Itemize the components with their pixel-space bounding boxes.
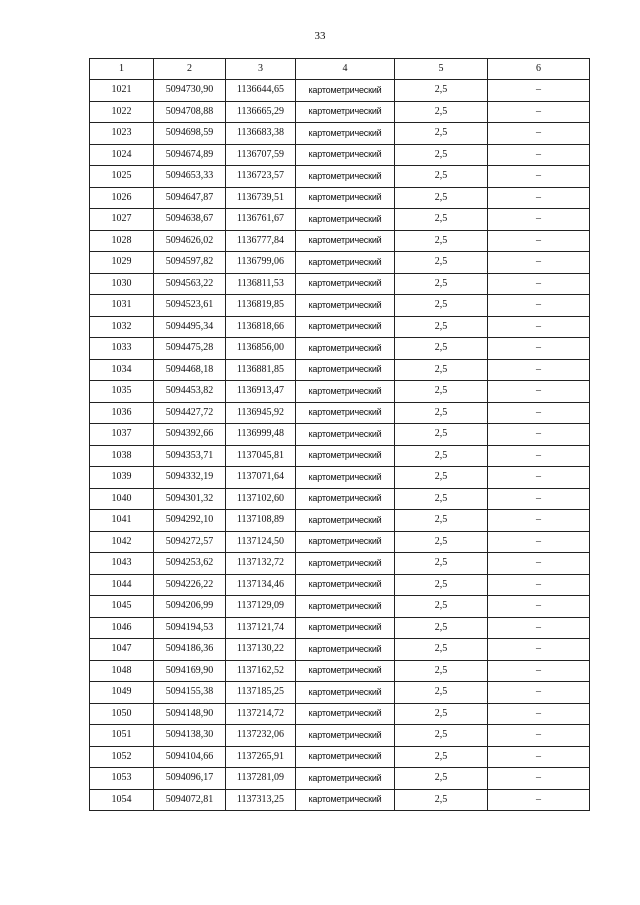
method-cell: картометрический xyxy=(296,488,395,510)
description-cell: – xyxy=(488,166,590,188)
point-number-cell: 1044 xyxy=(90,574,154,596)
point-number-cell: 1052 xyxy=(90,746,154,768)
x-coordinate-cell: 5094647,87 xyxy=(154,187,226,209)
y-coordinate-cell: 1137129,09 xyxy=(226,596,296,618)
x-coordinate-cell: 5094186,36 xyxy=(154,639,226,661)
accuracy-cell: 2,5 xyxy=(395,338,488,360)
table-row xyxy=(90,574,590,596)
accuracy-cell: 2,5 xyxy=(395,445,488,467)
method-cell: картометрический xyxy=(296,789,395,811)
accuracy-cell: 2,5 xyxy=(395,553,488,575)
header-row xyxy=(90,59,590,80)
accuracy-cell: 2,5 xyxy=(395,101,488,123)
x-coordinate-cell: 5094138,30 xyxy=(154,725,226,747)
description-cell: – xyxy=(488,252,590,274)
table-row xyxy=(90,230,590,252)
y-coordinate-cell: 1136945,92 xyxy=(226,402,296,424)
method-cell: картометрический xyxy=(296,101,395,123)
description-cell: – xyxy=(488,316,590,338)
column-header-5: 5 xyxy=(395,59,488,80)
table-row xyxy=(90,424,590,446)
table-row xyxy=(90,596,590,618)
point-number-cell: 1022 xyxy=(90,101,154,123)
y-coordinate-cell: 1137132,72 xyxy=(226,553,296,575)
table-row xyxy=(90,746,590,768)
x-coordinate-cell: 5094563,22 xyxy=(154,273,226,295)
x-coordinate-cell: 5094626,02 xyxy=(154,230,226,252)
method-cell: картометрический xyxy=(296,338,395,360)
y-coordinate-cell: 1137313,25 xyxy=(226,789,296,811)
description-cell: – xyxy=(488,639,590,661)
x-coordinate-cell: 5094301,32 xyxy=(154,488,226,510)
point-number-cell: 1054 xyxy=(90,789,154,811)
method-cell: картометрический xyxy=(296,209,395,231)
y-coordinate-cell: 1137102,60 xyxy=(226,488,296,510)
description-cell: – xyxy=(488,445,590,467)
table-row xyxy=(90,273,590,295)
x-coordinate-cell: 5094332,19 xyxy=(154,467,226,489)
accuracy-cell: 2,5 xyxy=(395,531,488,553)
y-coordinate-cell: 1137214,72 xyxy=(226,703,296,725)
description-cell: – xyxy=(488,273,590,295)
description-cell: – xyxy=(488,209,590,231)
table-row xyxy=(90,531,590,553)
accuracy-cell: 2,5 xyxy=(395,574,488,596)
y-coordinate-cell: 1137130,22 xyxy=(226,639,296,661)
table-row xyxy=(90,252,590,274)
method-cell: картометрический xyxy=(296,510,395,532)
table-row xyxy=(90,101,590,123)
table-row xyxy=(90,338,590,360)
accuracy-cell: 2,5 xyxy=(395,703,488,725)
method-cell: картометрический xyxy=(296,682,395,704)
y-coordinate-cell: 1136799,06 xyxy=(226,252,296,274)
x-coordinate-cell: 5094638,67 xyxy=(154,209,226,231)
point-number-cell: 1027 xyxy=(90,209,154,231)
method-cell: картометрический xyxy=(296,703,395,725)
description-cell: – xyxy=(488,467,590,489)
method-cell: картометрический xyxy=(296,639,395,661)
point-number-cell: 1045 xyxy=(90,596,154,618)
accuracy-cell: 2,5 xyxy=(395,123,488,145)
y-coordinate-cell: 1136819,85 xyxy=(226,295,296,317)
point-number-cell: 1028 xyxy=(90,230,154,252)
table-row xyxy=(90,144,590,166)
method-cell: картометрический xyxy=(296,531,395,553)
table-row xyxy=(90,682,590,704)
table-row xyxy=(90,617,590,639)
x-coordinate-cell: 5094206,99 xyxy=(154,596,226,618)
description-cell: – xyxy=(488,703,590,725)
accuracy-cell: 2,5 xyxy=(395,424,488,446)
x-coordinate-cell: 5094674,89 xyxy=(154,144,226,166)
y-coordinate-cell: 1136761,67 xyxy=(226,209,296,231)
column-header-2: 2 xyxy=(154,59,226,80)
method-cell: картометрический xyxy=(296,230,395,252)
description-cell: – xyxy=(488,187,590,209)
x-coordinate-cell: 5094272,57 xyxy=(154,531,226,553)
column-header-3: 3 xyxy=(226,59,296,80)
table-body xyxy=(90,80,590,811)
method-cell: картометрический xyxy=(296,187,395,209)
table-header xyxy=(90,59,590,80)
y-coordinate-cell: 1137134,46 xyxy=(226,574,296,596)
description-cell: – xyxy=(488,510,590,532)
accuracy-cell: 2,5 xyxy=(395,230,488,252)
y-coordinate-cell: 1136913,47 xyxy=(226,381,296,403)
table-row xyxy=(90,789,590,811)
column-header-1: 1 xyxy=(90,59,154,80)
accuracy-cell: 2,5 xyxy=(395,617,488,639)
point-number-cell: 1038 xyxy=(90,445,154,467)
accuracy-cell: 2,5 xyxy=(395,381,488,403)
description-cell: – xyxy=(488,746,590,768)
accuracy-cell: 2,5 xyxy=(395,488,488,510)
description-cell: – xyxy=(488,101,590,123)
y-coordinate-cell: 1136999,48 xyxy=(226,424,296,446)
x-coordinate-cell: 5094155,38 xyxy=(154,682,226,704)
accuracy-cell: 2,5 xyxy=(395,510,488,532)
table-row xyxy=(90,553,590,575)
accuracy-cell: 2,5 xyxy=(395,295,488,317)
accuracy-cell: 2,5 xyxy=(395,682,488,704)
point-number-cell: 1039 xyxy=(90,467,154,489)
page-number: 33 xyxy=(314,30,326,42)
point-number-cell: 1048 xyxy=(90,660,154,682)
y-coordinate-cell: 1136881,85 xyxy=(226,359,296,381)
description-cell: – xyxy=(488,123,590,145)
method-cell: картометрический xyxy=(296,553,395,575)
method-cell: картометрический xyxy=(296,273,395,295)
table-row xyxy=(90,80,590,102)
accuracy-cell: 2,5 xyxy=(395,467,488,489)
y-coordinate-cell: 1137232,06 xyxy=(226,725,296,747)
description-cell: – xyxy=(488,144,590,166)
accuracy-cell: 2,5 xyxy=(395,316,488,338)
method-cell: картометрический xyxy=(296,402,395,424)
method-cell: картометрический xyxy=(296,80,395,102)
x-coordinate-cell: 5094392,66 xyxy=(154,424,226,446)
accuracy-cell: 2,5 xyxy=(395,209,488,231)
y-coordinate-cell: 1137121,74 xyxy=(226,617,296,639)
y-coordinate-cell: 1136777,84 xyxy=(226,230,296,252)
method-cell: картометрический xyxy=(296,166,395,188)
table-row xyxy=(90,316,590,338)
accuracy-cell: 2,5 xyxy=(395,187,488,209)
point-number-cell: 1042 xyxy=(90,531,154,553)
accuracy-cell: 2,5 xyxy=(395,273,488,295)
accuracy-cell: 2,5 xyxy=(395,746,488,768)
method-cell: картометрический xyxy=(296,295,395,317)
accuracy-cell: 2,5 xyxy=(395,768,488,790)
method-cell: картометрический xyxy=(296,316,395,338)
method-cell: картометрический xyxy=(296,424,395,446)
y-coordinate-cell: 1137108,89 xyxy=(226,510,296,532)
method-cell: картометрический xyxy=(296,467,395,489)
accuracy-cell: 2,5 xyxy=(395,252,488,274)
y-coordinate-cell: 1137162,52 xyxy=(226,660,296,682)
x-coordinate-cell: 5094475,28 xyxy=(154,338,226,360)
point-number-cell: 1037 xyxy=(90,424,154,446)
y-coordinate-cell: 1136723,57 xyxy=(226,166,296,188)
x-coordinate-cell: 5094597,82 xyxy=(154,252,226,274)
point-number-cell: 1050 xyxy=(90,703,154,725)
table-row xyxy=(90,510,590,532)
description-cell: – xyxy=(488,488,590,510)
y-coordinate-cell: 1136707,59 xyxy=(226,144,296,166)
accuracy-cell: 2,5 xyxy=(395,402,488,424)
x-coordinate-cell: 5094653,33 xyxy=(154,166,226,188)
y-coordinate-cell: 1137071,64 xyxy=(226,467,296,489)
accuracy-cell: 2,5 xyxy=(395,596,488,618)
table-row xyxy=(90,359,590,381)
point-number-cell: 1025 xyxy=(90,166,154,188)
point-number-cell: 1041 xyxy=(90,510,154,532)
point-number-cell: 1026 xyxy=(90,187,154,209)
description-cell: – xyxy=(488,553,590,575)
x-coordinate-cell: 5094698,59 xyxy=(154,123,226,145)
x-coordinate-cell: 5094194,53 xyxy=(154,617,226,639)
point-number-cell: 1051 xyxy=(90,725,154,747)
table-row xyxy=(90,402,590,424)
x-coordinate-cell: 5094104,66 xyxy=(154,746,226,768)
table-row xyxy=(90,187,590,209)
point-number-cell: 1047 xyxy=(90,639,154,661)
x-coordinate-cell: 5094523,61 xyxy=(154,295,226,317)
x-coordinate-cell: 5094453,82 xyxy=(154,381,226,403)
accuracy-cell: 2,5 xyxy=(395,639,488,661)
method-cell: картометрический xyxy=(296,359,395,381)
point-number-cell: 1024 xyxy=(90,144,154,166)
y-coordinate-cell: 1136818,66 xyxy=(226,316,296,338)
accuracy-cell: 2,5 xyxy=(395,359,488,381)
point-number-cell: 1043 xyxy=(90,553,154,575)
description-cell: – xyxy=(488,359,590,381)
point-number-cell: 1034 xyxy=(90,359,154,381)
method-cell: картометрический xyxy=(296,660,395,682)
point-number-cell: 1053 xyxy=(90,768,154,790)
accuracy-cell: 2,5 xyxy=(395,80,488,102)
method-cell: картометрический xyxy=(296,617,395,639)
table-row xyxy=(90,725,590,747)
point-number-cell: 1031 xyxy=(90,295,154,317)
y-coordinate-cell: 1136644,65 xyxy=(226,80,296,102)
x-coordinate-cell: 5094226,22 xyxy=(154,574,226,596)
y-coordinate-cell: 1136811,53 xyxy=(226,273,296,295)
point-number-cell: 1035 xyxy=(90,381,154,403)
y-coordinate-cell: 1136683,38 xyxy=(226,123,296,145)
point-number-cell: 1021 xyxy=(90,80,154,102)
accuracy-cell: 2,5 xyxy=(395,660,488,682)
description-cell: – xyxy=(488,531,590,553)
y-coordinate-cell: 1137045,81 xyxy=(226,445,296,467)
point-number-cell: 1046 xyxy=(90,617,154,639)
description-cell: – xyxy=(488,725,590,747)
x-coordinate-cell: 5094096,17 xyxy=(154,768,226,790)
description-cell: – xyxy=(488,230,590,252)
accuracy-cell: 2,5 xyxy=(395,166,488,188)
y-coordinate-cell: 1136665,29 xyxy=(226,101,296,123)
table-row xyxy=(90,123,590,145)
table-row xyxy=(90,445,590,467)
x-coordinate-cell: 5094253,62 xyxy=(154,553,226,575)
y-coordinate-cell: 1136739,51 xyxy=(226,187,296,209)
y-coordinate-cell: 1137281,09 xyxy=(226,768,296,790)
description-cell: – xyxy=(488,596,590,618)
method-cell: картометрический xyxy=(296,445,395,467)
description-cell: – xyxy=(488,338,590,360)
column-header-4: 4 xyxy=(296,59,395,80)
x-coordinate-cell: 5094072,81 xyxy=(154,789,226,811)
point-number-cell: 1033 xyxy=(90,338,154,360)
method-cell: картометрический xyxy=(296,574,395,596)
table-row xyxy=(90,209,590,231)
method-cell: картометрический xyxy=(296,252,395,274)
x-coordinate-cell: 5094427,72 xyxy=(154,402,226,424)
point-number-cell: 1029 xyxy=(90,252,154,274)
method-cell: картометрический xyxy=(296,768,395,790)
description-cell: – xyxy=(488,617,590,639)
x-coordinate-cell: 5094148,90 xyxy=(154,703,226,725)
y-coordinate-cell: 1137265,91 xyxy=(226,746,296,768)
description-cell: – xyxy=(488,295,590,317)
description-cell: – xyxy=(488,381,590,403)
description-cell: – xyxy=(488,574,590,596)
table-row xyxy=(90,295,590,317)
x-coordinate-cell: 5094468,18 xyxy=(154,359,226,381)
x-coordinate-cell: 5094292,10 xyxy=(154,510,226,532)
point-number-cell: 1032 xyxy=(90,316,154,338)
x-coordinate-cell: 5094353,71 xyxy=(154,445,226,467)
point-number-cell: 1036 xyxy=(90,402,154,424)
y-coordinate-cell: 1136856,00 xyxy=(226,338,296,360)
method-cell: картометрический xyxy=(296,746,395,768)
description-cell: – xyxy=(488,424,590,446)
table-row xyxy=(90,467,590,489)
table-row xyxy=(90,639,590,661)
description-cell: – xyxy=(488,768,590,790)
description-cell: – xyxy=(488,789,590,811)
x-coordinate-cell: 5094495,34 xyxy=(154,316,226,338)
table-row xyxy=(90,660,590,682)
y-coordinate-cell: 1137124,50 xyxy=(226,531,296,553)
table-row xyxy=(90,768,590,790)
method-cell: картометрический xyxy=(296,725,395,747)
y-coordinate-cell: 1137185,25 xyxy=(226,682,296,704)
table-row xyxy=(90,381,590,403)
accuracy-cell: 2,5 xyxy=(395,144,488,166)
description-cell: – xyxy=(488,660,590,682)
x-coordinate-cell: 5094730,90 xyxy=(154,80,226,102)
point-number-cell: 1023 xyxy=(90,123,154,145)
x-coordinate-cell: 5094169,90 xyxy=(154,660,226,682)
description-cell: – xyxy=(488,402,590,424)
description-cell: – xyxy=(488,80,590,102)
table-row xyxy=(90,703,590,725)
description-cell: – xyxy=(488,682,590,704)
method-cell: картометрический xyxy=(296,123,395,145)
coordinates-table xyxy=(89,58,590,811)
method-cell: картометрический xyxy=(296,144,395,166)
method-cell: картометрический xyxy=(296,381,395,403)
table-row xyxy=(90,488,590,510)
x-coordinate-cell: 5094708,88 xyxy=(154,101,226,123)
table-row xyxy=(90,166,590,188)
column-header-6: 6 xyxy=(488,59,590,80)
point-number-cell: 1030 xyxy=(90,273,154,295)
point-number-cell: 1040 xyxy=(90,488,154,510)
accuracy-cell: 2,5 xyxy=(395,789,488,811)
method-cell: картометрический xyxy=(296,596,395,618)
point-number-cell: 1049 xyxy=(90,682,154,704)
accuracy-cell: 2,5 xyxy=(395,725,488,747)
